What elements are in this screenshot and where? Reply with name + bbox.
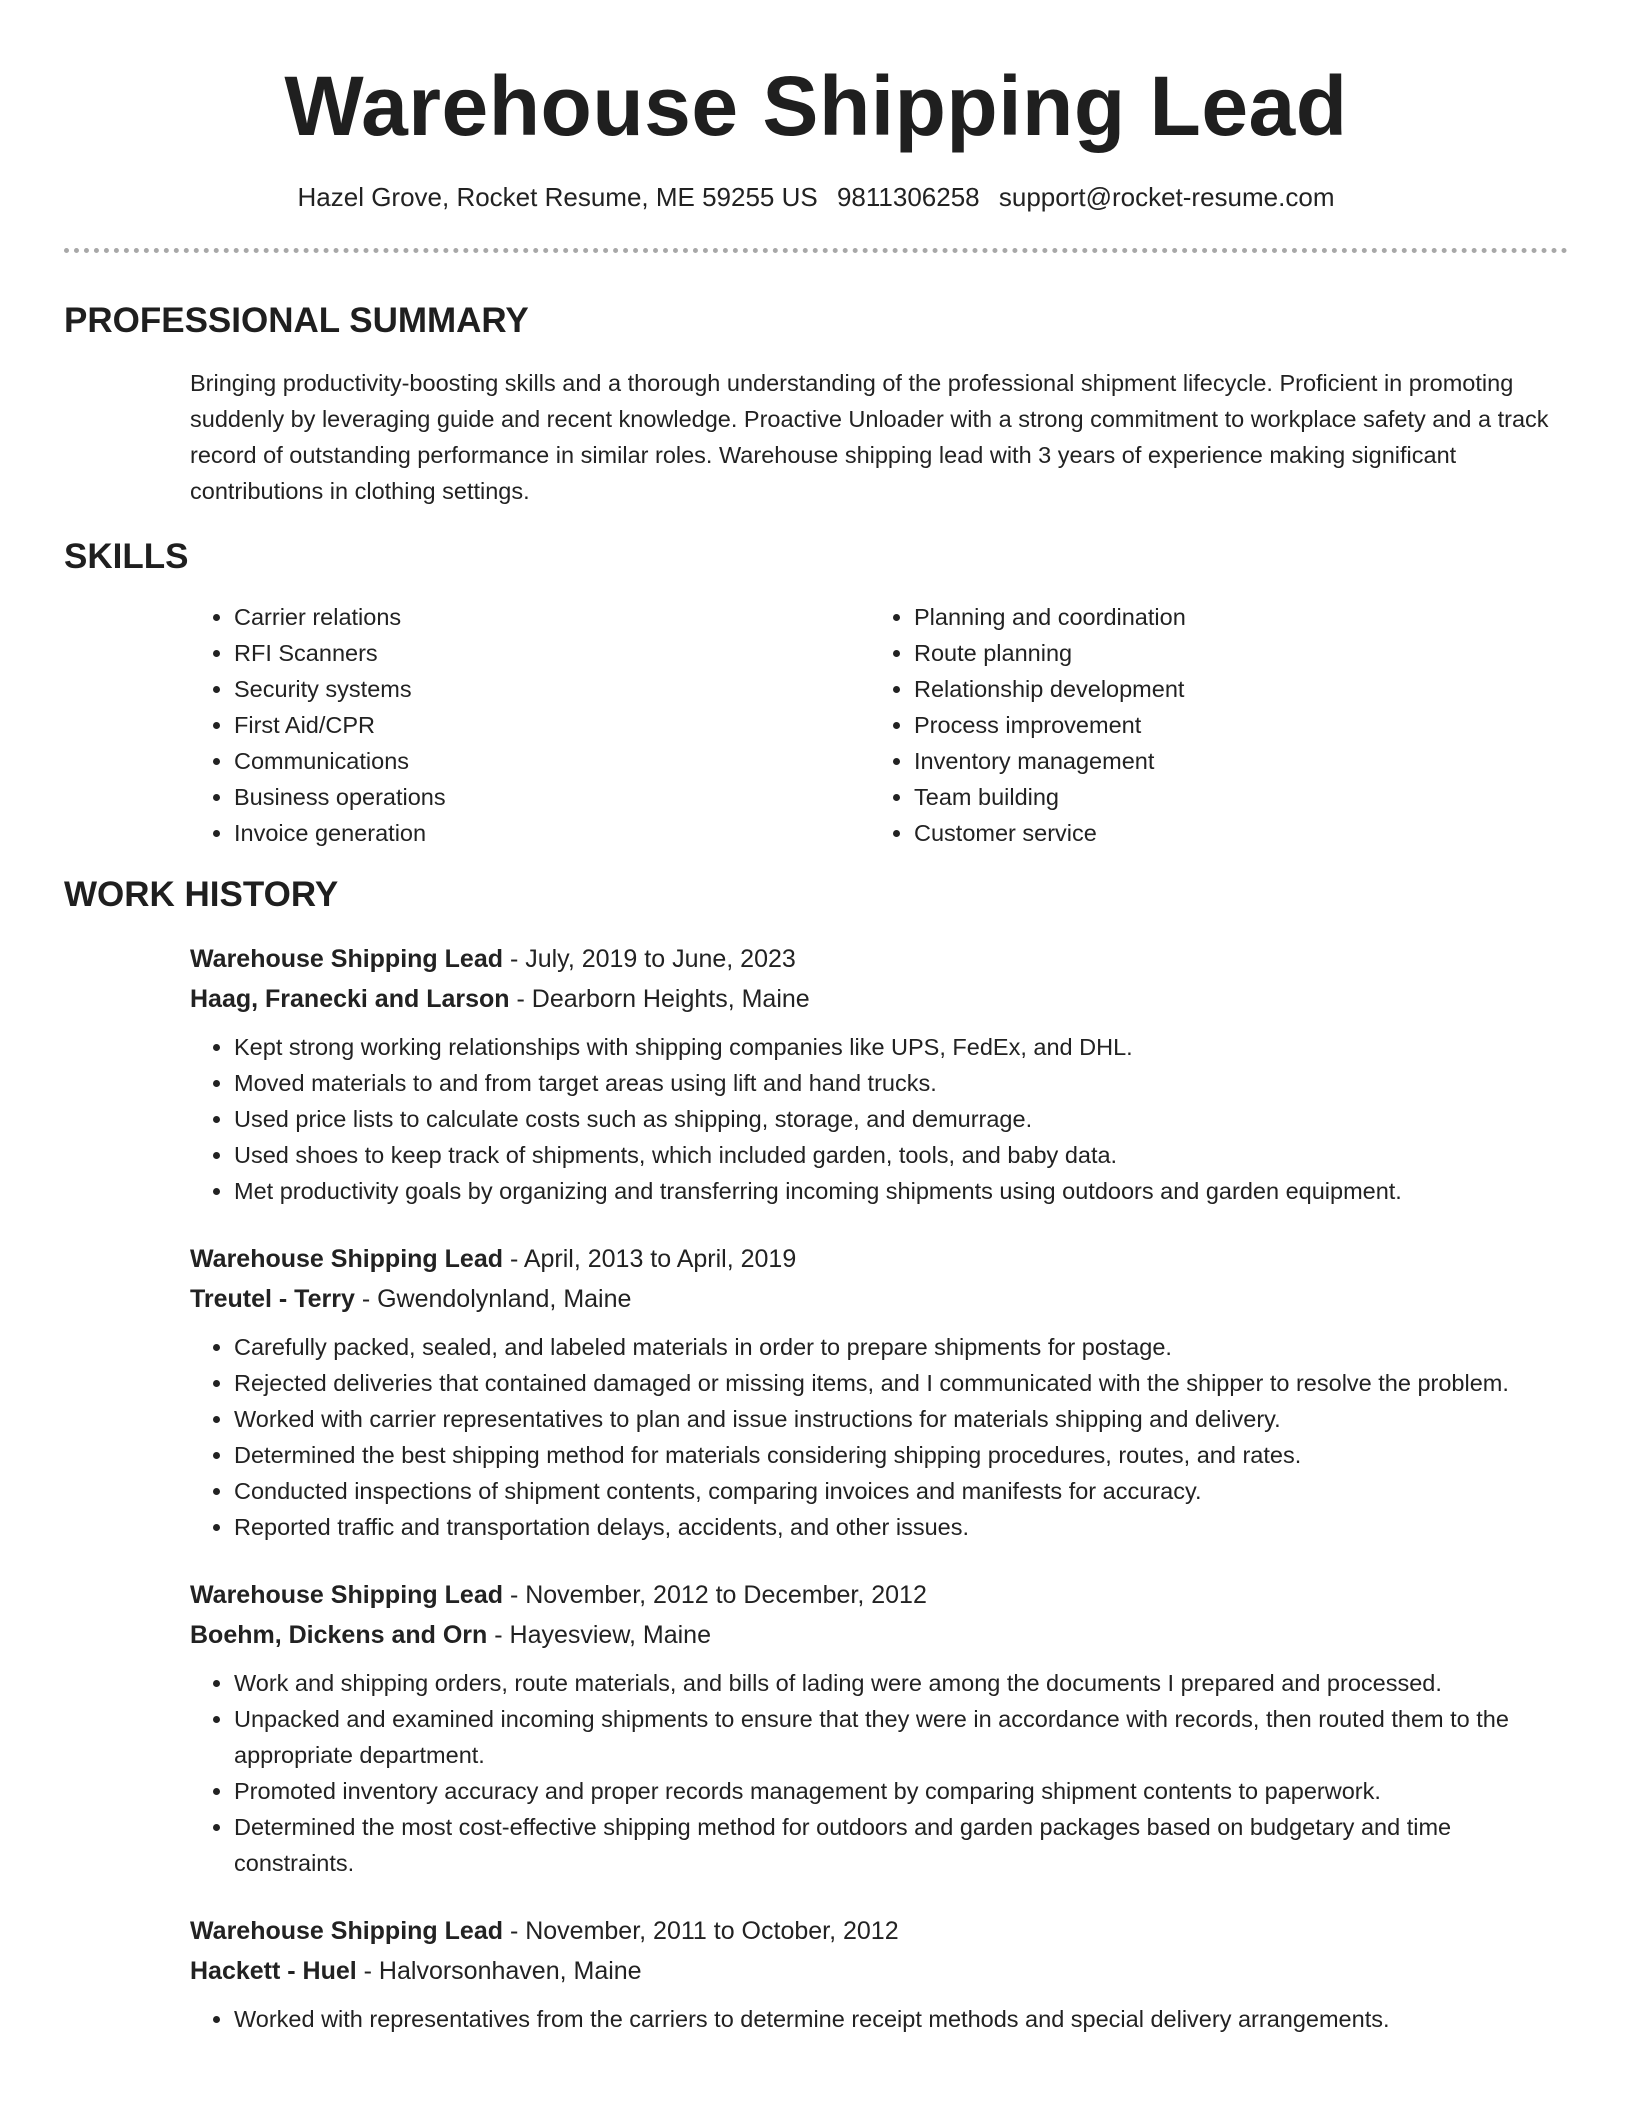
job-dates: - July, 2019 to June, 2023 [503, 945, 796, 973]
job-role: Warehouse Shipping Lead [190, 1917, 503, 1945]
job-location: - Halvorsonhaven, Maine [356, 1957, 642, 1985]
skills-heading: SKILLS [64, 537, 189, 576]
summary-section [64, 299, 1568, 509]
skill-item: • Inventory management [914, 743, 1554, 779]
job-bullets [190, 1029, 1568, 1209]
job-company: Hackett - Huel [190, 1957, 357, 1985]
job-entry [190, 939, 1568, 1209]
job-company: Haag, Franecki and Larson [190, 985, 510, 1013]
job-company: Treutel - Terry [190, 1285, 355, 1313]
resume-page [64, 0, 1568, 2037]
job-bullet: • Worked with representatives from the carriers to determine receipt methods and special delivery arrangements. [234, 2001, 1568, 2037]
job-role: Warehouse Shipping Lead [190, 945, 503, 973]
job-location: - Dearborn Heights, Maine [509, 985, 810, 1013]
job-bullet: • Work and shipping orders, route materials, and bills of lading were among the documents I prepared and processed. [234, 1665, 1568, 1701]
job-entry [190, 1239, 1568, 1545]
skills-right-list [870, 599, 1554, 851]
contact-address: Hazel Grove, Rocket Resume, ME 59255 US [297, 182, 818, 212]
work-history-heading: WORK HISTORY [64, 875, 339, 914]
job-bullet: • Kept strong working relationships with shipping companies like UPS, FedEx, and DHL. [234, 1029, 1568, 1065]
job-bullet: • Determined the best shipping method for materials considering shipping procedures, routes, and rates. [234, 1437, 1568, 1473]
summary-text: Bringing productivity-boosting skills and a thorough understanding of the professional shipment lifecycle. Proficient in promoting suddenly by leveraging guide and recent knowledge. Proactive Unloader with a strong commitment to workplace safety and a track record of outstanding performance in similar roles. Warehouse shipping lead with 3 years of experience making significant contributions in clothing settings. [190, 370, 1549, 504]
job-bullet: • Carefully packed, sealed, and labeled materials in order to prepare shipments for postage. [234, 1329, 1568, 1365]
job-title-line [190, 939, 1568, 979]
skill-item: • Security systems [234, 671, 870, 707]
header-divider [64, 248, 1568, 253]
skill-item: • Business operations [234, 779, 870, 815]
skill-item: • RFI Scanners [234, 635, 870, 671]
job-company-line [190, 1951, 1568, 1991]
job-bullet: • Moved materials to and from target areas using lift and hand trucks. [234, 1065, 1568, 1101]
job-bullet: • Rejected deliveries that contained damaged or missing items, and I communicated with the shipper to resolve the problem. [234, 1365, 1568, 1401]
job-entry [190, 1575, 1568, 1881]
job-bullet: • Unpacked and examined incoming shipments to ensure that they were in accordance with records, then routed them to the appropriate department. [234, 1701, 1568, 1773]
job-role: Warehouse Shipping Lead [190, 1581, 503, 1609]
job-bullets [190, 1329, 1568, 1545]
skill-item: • Process improvement [914, 707, 1554, 743]
summary-heading: PROFESSIONAL SUMMARY [64, 301, 529, 340]
job-bullet: • Met productivity goals by organizing and transferring incoming shipments using outdoors and garden equipment. [234, 1173, 1568, 1209]
job-title-line [190, 1575, 1568, 1615]
skill-item: • Relationship development [914, 671, 1554, 707]
skill-item: • Carrier relations [234, 599, 870, 635]
job-dates: - November, 2012 to December, 2012 [503, 1581, 927, 1609]
job-location: - Gwendolynland, Maine [354, 1285, 632, 1313]
skill-item: • Customer service [914, 815, 1554, 851]
contact-phone: 9811306258 [836, 182, 980, 212]
job-title-line [190, 1239, 1568, 1279]
job-bullet: • Promoted inventory accuracy and proper records management by comparing shipment contents to paperwork. [234, 1773, 1568, 1809]
job-bullet: • Used price lists to calculate costs such as shipping, storage, and demurrage. [234, 1101, 1568, 1137]
contact-email: support@rocket-resume.com [998, 182, 1335, 212]
skill-item: • Team building [914, 779, 1554, 815]
skill-item: • Planning and coordination [914, 599, 1554, 635]
job-bullets [190, 2001, 1568, 2037]
job-role: Warehouse Shipping Lead [190, 1245, 503, 1273]
job-bullet: • Reported traffic and transportation delays, accidents, and other issues. [234, 1509, 1568, 1545]
job-dates: - April, 2013 to April, 2019 [503, 1245, 797, 1273]
skills-left-list [190, 599, 870, 851]
job-bullet: • Conducted inspections of shipment contents, comparing invoices and manifests for accuracy. [234, 1473, 1568, 1509]
resume-name: Warehouse Shipping Lead [284, 59, 1348, 153]
skill-item: • First Aid/CPR [234, 707, 870, 743]
job-company-line [190, 1279, 1568, 1319]
skills-section [64, 535, 1568, 851]
job-bullet: • Worked with carrier representatives to plan and issue instructions for materials shipping and delivery. [234, 1401, 1568, 1437]
job-company-line [190, 1615, 1568, 1655]
job-location: - Hayesview, Maine [487, 1621, 711, 1649]
job-company: Boehm, Dickens and Orn [190, 1621, 488, 1649]
skill-item: • Invoice generation [234, 815, 870, 851]
job-bullet: • Determined the most cost-effective shipping method for outdoors and garden packages based on budgetary and time constraints. [234, 1809, 1568, 1881]
job-entry [190, 1911, 1568, 2037]
job-bullets [190, 1665, 1568, 1881]
skill-item: • Communications [234, 743, 870, 779]
job-company-line [190, 979, 1568, 1019]
skills-columns [190, 599, 1568, 851]
contact-line [64, 180, 1568, 214]
job-dates: - November, 2011 to October, 2012 [503, 1917, 899, 1945]
skill-item: • Route planning [914, 635, 1554, 671]
job-title-line [190, 1911, 1568, 1951]
work-history-section [64, 873, 1568, 2037]
job-bullet: • Used shoes to keep track of shipments, which included garden, tools, and baby data. [234, 1137, 1568, 1173]
